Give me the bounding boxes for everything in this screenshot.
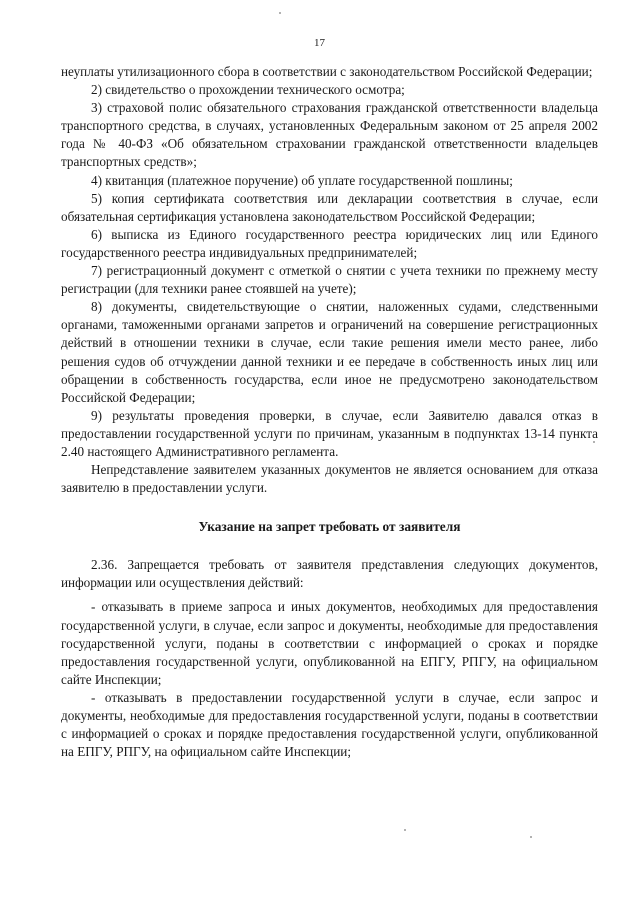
document-body [61,63,598,761]
section-heading: Указание на запрет требовать от заявителя [198,519,461,535]
prohibition-item-2: - отказывать в предоставлении государственной услуги в случае, если запрос и документы, необходимые для предоставления государственной услуги, поданы в соответствии с информацией о сроках и порядке предоставления государственной услуги, опубликованной на ЕПГУ, РПГУ, на официальном сайте Инспекции; [61,689,598,760]
paragraph-continuation: неуплаты утилизационного сбора в соответствии с законодательством Российской Федерации; [61,64,593,79]
list-item-5: 5) копия сертификата соответствия или декларации соответствия в случае, если обязательная сертификация установлена законодательством Российской Федерации; [61,190,598,224]
page-number: 17 [314,37,325,49]
list-item-9: 9) результаты проведения проверки, в случае, если Заявителю давался отказ в предоставлении государственной услуги по причинам, указанным в подпунктах 13-14 пункта 2.40 настоящего Административного регламента. [61,407,598,459]
list-item-7: 7) регистрационный документ с отметкой о снятии с учета техники по прежнему месту регистрации (для техники ранее стоявшей на учете); [61,263,598,297]
clause-2-36-paragraph: 2.36. Запрещается требовать от заявителя представления следующих документов, информации или осуществления действий: [61,557,598,591]
prohibition-item-1: - отказывать в приеме запроса и иных документов, необходимых для предоставления государственной услуги, в случае, если запрос и документы, необходимые для предоставления государственной услуги, поданы в соответствии с информацией о сроках и порядке предоставления государственной услуги, опубликованной на ЕПГУ, РПГУ, на официальном сайте Инспекции; [61,599,598,687]
scan-speck [404,829,406,831]
closing-paragraph: Непредставление заявителем указанных документов не является основанием для отказа заявителю в предоставлении услуги. [61,462,598,496]
list-item-4: 4) квитанция (платежное поручение) об уплате государственной пошлины; [91,172,513,188]
list-item-2: 2) свидетельство о прохождении технического осмотра; [91,82,405,98]
list-item-3: 3) страховой полис обязательного страхования гражданской ответственности владельца транспортного средства, в случаях, установленных Федеральным законом от 25 апреля 2002 года № 40-ФЗ «Об обязательном страховании гражданской ответственности владельцев транспортных средств»; [61,100,598,170]
scan-speck [279,12,281,14]
list-item-8: 8) документы, свидетельствующие о снятии, наложенных судами, следственными органами, таможенными органами запретов и ограничений на совершение регистрационных действий в отношении техники в случае, если такие решения имели место ранее, либо решения судов об отчуждении данной техники и ее передаче в собственность иных лиц или обращении в собственность государства, если иное не предусмотрено законодательством Российской Федерации; [61,299,598,405]
scan-speck [530,836,532,838]
list-item-6: 6) выписка из Единого государственного реестра юридических лиц или Единого государственного реестра индивидуальных предпринимателей; [61,226,598,260]
scan-speck [593,441,595,443]
